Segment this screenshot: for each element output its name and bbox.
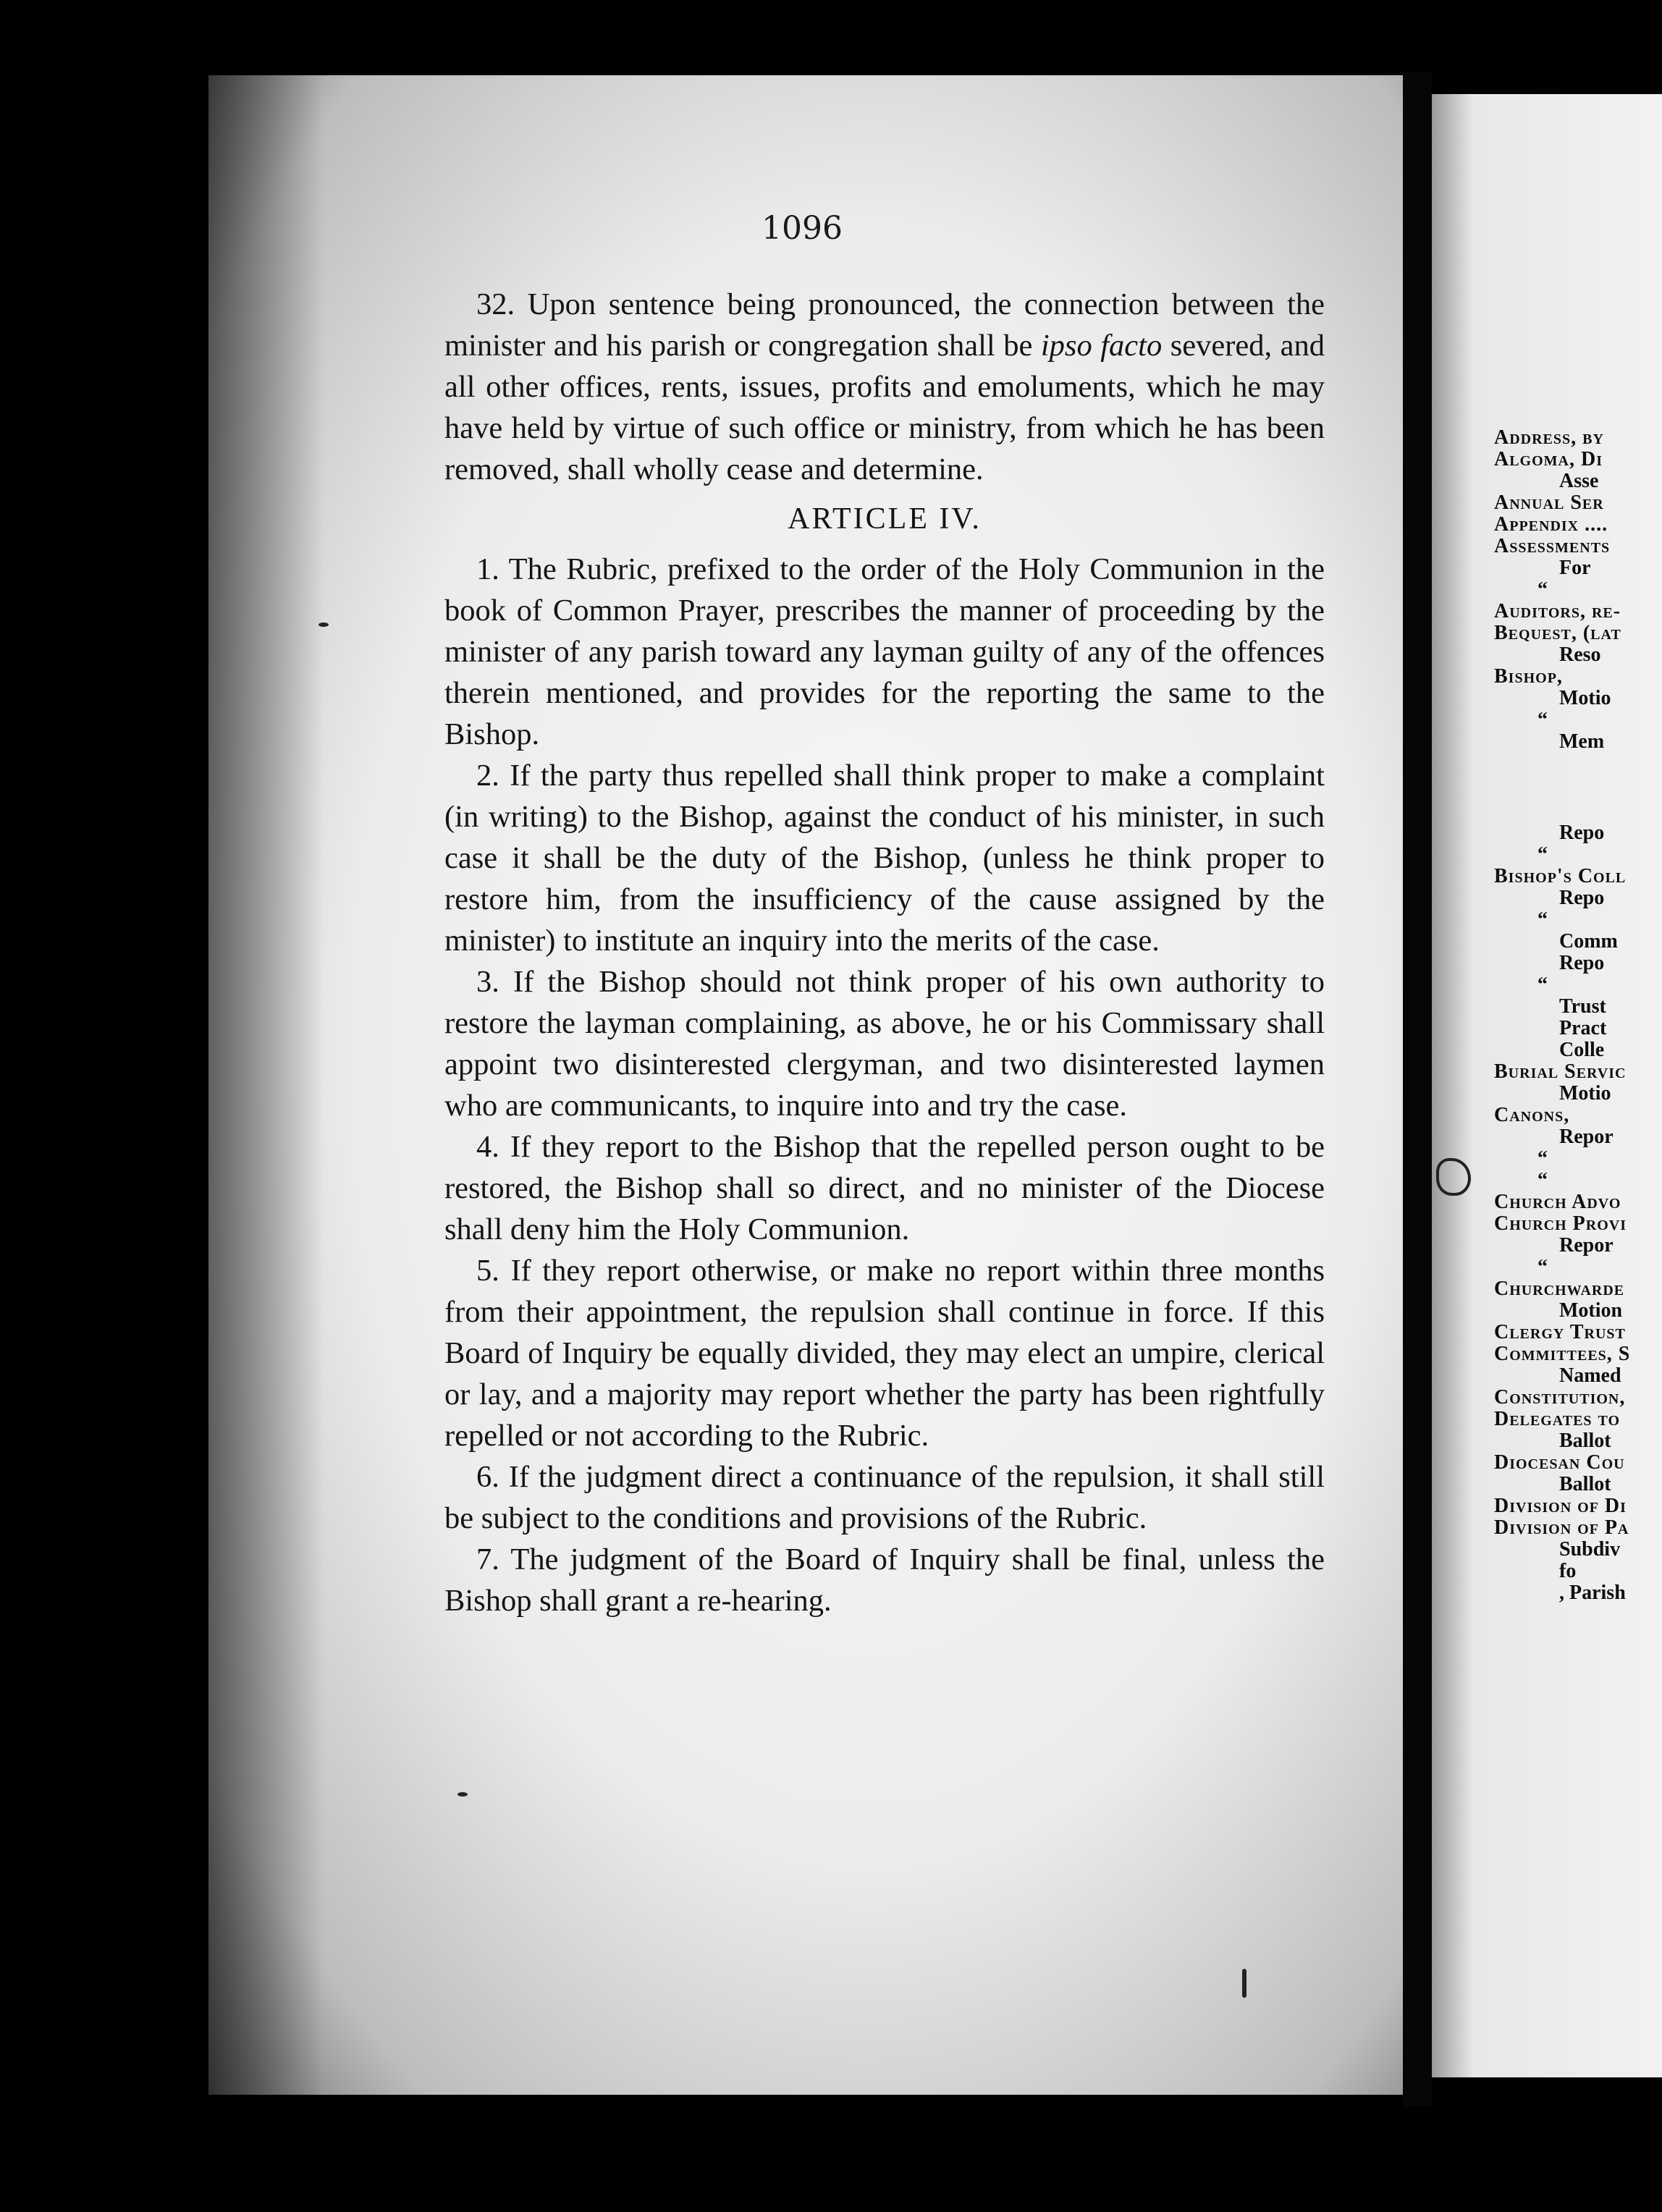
index-entry: Bishop's Coll [1494,865,1627,887]
index-entry: Church Provi [1494,1212,1627,1235]
book-gutter [1403,72,1432,2106]
index-entry: Bishop, [1494,665,1563,688]
index-entry: “ [1537,908,1548,931]
paragraph-32 [444,284,1325,490]
paragraph-32-rest: severed, and all other offices, rents, issues, profits and emoluments, which he may have held by virtue of such office or ministry, from which he has been removed, shall wholly cease and determine. [444,329,1325,486]
index-entry: “ [1537,974,1548,996]
article-clause-6: 6. If the judgment direct a continuance of the repulsion, it shall still be subject to the conditions and provisions of the Rubric. [444,1460,1325,1535]
index-entry: Clergy Trust [1494,1321,1626,1343]
index-entry [1494,753,1662,788]
index-entry: Repo [1559,952,1605,974]
index-entry: Repo [1559,822,1605,844]
paragraph-32-italic: ipso facto [1040,329,1163,363]
index-entry: Motio [1559,687,1611,709]
index-entry: Named [1559,1364,1621,1387]
index-entry: “ [1537,843,1548,866]
index-entry: Motion [1559,1299,1623,1322]
index-entry: Repor [1559,1234,1614,1257]
page-body [444,284,1325,1621]
index-entry: Comm [1559,930,1618,953]
index-entry: Repor [1559,1126,1614,1148]
index-entry: Asse [1559,470,1599,492]
index-entry: For [1559,557,1591,579]
index-entry: Ballot [1559,1430,1611,1452]
index-entry: “ [1537,578,1548,601]
index-entry: Reso [1559,643,1601,666]
index-entry: Division of Pa [1494,1516,1629,1539]
index-entry [1494,788,1662,822]
index-entry: Motio [1559,1082,1611,1105]
article-clause-2: 2. If the party thus repelled shall think proper to make a complaint (in writing) to the Bishop, against the conduct of his minister, in such case it shall be the duty of the Bishop, (unless he think proper to restore him, from the insufficiency of the cause assigned by the minister) to institute an inquiry into the merits of the case. [444,759,1325,958]
paragraph-32-text: 32. Upon sentence being pronounced, the connection between the minister and his parish or congregation shall be [444,287,1325,363]
article-clause-3: 3. If the Bishop should not think proper of his own authority to restore the layman complaining, as above, he or his Commissary shall appoint two disinterested clergyman, and two disinterested laymen who are communicants, to inquire into and try the case. [444,965,1325,1123]
index-entry: Delegates to [1494,1408,1621,1430]
index-entry: , Parish [1559,1582,1626,1604]
index-entry: Division of Di [1494,1495,1627,1517]
index-entry: “ [1537,709,1548,731]
index-entry: Canons, [1494,1104,1570,1126]
ink-mark-bottom [1242,1969,1246,1998]
index-entry: “ [1537,1147,1548,1170]
index-entry: Annual Ser [1494,491,1604,514]
index-entry: Mem [1559,730,1605,753]
page-number-text: 1096 [762,210,843,247]
index-entry: Appendix .... [1494,513,1608,536]
index-entry: Bequest, (lat [1494,622,1621,644]
index-entry: Burial Servic [1494,1060,1627,1083]
article-clause-7: 7. The judgment of the Board of Inquiry shall be final, unless the Bishop shall grant a re-hearing. [444,1542,1325,1618]
index-entry: “ [1537,1169,1548,1191]
page-binding-shadow [208,75,324,2095]
article-clause-1: 1. The Rubric, prefixed to the order of the Holy Communion in the book of Common Prayer, prescribes the manner of proceeding by the minister of any parish toward any layman guilty of any of the offences therein mentioned, and provides for the reporting the same to the Bishop. [444,552,1325,751]
index-entry: Algoma, Di [1494,448,1603,470]
index-entry: Ballot [1559,1473,1611,1495]
index-entry: Diocesan Cou [1494,1451,1625,1474]
index-fragment [1494,427,1662,1604]
index-entry: Auditors, re- [1494,600,1621,622]
article-clause-5: 5. If they report otherwise, or make no report within three months from their appointment, the repulsion shall continue in force. If this Board of Inquiry be equally divided, they may elect an umpire, clerical or lay, and a majority may report whether the party has been rightfully repelled or not according to the Rubric. [444,1254,1325,1453]
index-entry: Pract [1559,1017,1607,1039]
index-entry: Trust [1559,995,1606,1018]
index-entry: fo [1559,1560,1577,1582]
index-entry: Committees, S [1494,1343,1631,1365]
index-entry: Address, by [1494,426,1604,449]
index-entry: “ [1537,1256,1548,1278]
index-entry: Colle [1559,1039,1605,1061]
ink-speck [319,622,329,627]
page-number [0,210,1662,247]
index-entry: Church Advo [1494,1191,1621,1213]
index-entry: Constitution, [1494,1386,1626,1409]
index-entry: Churchwarde [1494,1278,1625,1300]
article-heading: ARTICLE IV. [788,502,982,536]
index-entry: Assessments [1494,535,1611,557]
index-entry: Repo [1559,887,1605,909]
ink-speck [457,1792,468,1797]
article-clause-4: 4. If they report to the Bishop that the repelled person ought to be restored, the Bishop shall so direct, and no minister of the Diocese shall deny him the Holy Communion. [444,1130,1325,1246]
index-entry: Subdiv [1559,1538,1621,1561]
